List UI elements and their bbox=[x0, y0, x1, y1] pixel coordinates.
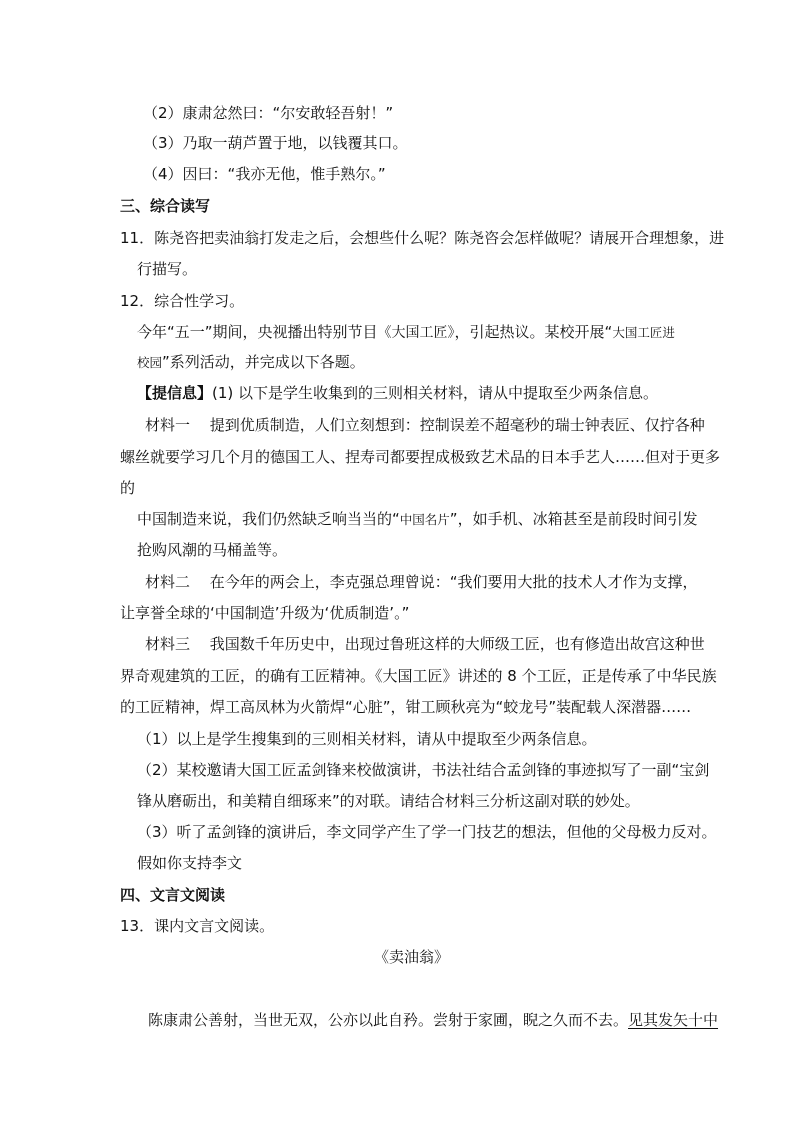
question-12-heading: 12．综合性学习。 bbox=[120, 292, 245, 310]
material-2-line-2: 让享誉全球的‘中国制造’升级为‘优质制造’。” bbox=[120, 604, 410, 622]
question-11-line-1: 11．陈尧咨把卖油翁打发走之后，会想些什么呢？陈尧咨会怎样做呢？请展开合理想象，进 bbox=[120, 229, 725, 247]
material-3-line-1: 材料三 我国数千年历史中，出现过鲁班这样的大师级工匠，也有修造出故宫这种世 bbox=[145, 635, 705, 653]
question-13-heading: 13．课内文言文阅读。 bbox=[120, 917, 275, 935]
q10-item-4: （4）因曰：“我亦无他，惟手熟尔。” bbox=[143, 165, 386, 183]
question-12-intro-line-1: 今年“五一”期间，央视播出特别节目《大国工匠》，引起热议。某校开展“大国工匠进 bbox=[137, 323, 675, 341]
material-1-line-2: 螺丝就要学习几个月的德国工人、捏寿司都要捏成极致艺术品的日本手艺人……但对于更多 bbox=[120, 448, 721, 466]
tixinxi-label: 【提信息】 bbox=[137, 384, 213, 402]
section-heading-3: 三、综合读写 bbox=[120, 197, 211, 215]
material-2-line-1: 材料二 在今年的两会上，李克强总理曾说：“我们要用大批的技术人才作为支撑， bbox=[145, 573, 698, 591]
sub-question-2-line-2: 锋从磨砺出，和美精自细琢来”的对联。请结合材料三分析这副对联的妙处。 bbox=[137, 792, 640, 810]
section-heading-4: 四、文言文阅读 bbox=[120, 886, 226, 904]
sub-question-3-line-2: 假如你支持李文 bbox=[137, 854, 243, 872]
underlined-phrase: 见其发矢十中 bbox=[628, 1011, 719, 1029]
sub-question-3-line-1: （3）听了孟剑锋的演讲后，李文同学产生了学一门技艺的想法，但他的父母极力反对。 bbox=[137, 823, 717, 841]
material-3-line-2: 界奇观建筑的工匠，的确有工匠精神。《大国工匠》讲述的 8 个工匠，正是传承了中华民族 bbox=[120, 667, 717, 685]
sub-question-1: （1）以上是学生搜集到的三则相关材料，请从中提取至少两条信息。 bbox=[137, 730, 597, 748]
sub-question-2-line-1: （2）某校邀请大国工匠孟剑锋来校做演讲，书法社结合孟剑锋的事迹拟写了一副“宝剑 bbox=[137, 761, 710, 779]
material-1-line-4: 中国制造来说，我们仍然缺乏响当当的“中国名片”，如手机、冰箱甚至是前段时间引发 bbox=[137, 510, 698, 528]
q10-item-3: （3）乃取一葫芦置于地，以钱覆其口。 bbox=[143, 134, 408, 152]
poem-title: 《卖油翁》 bbox=[374, 948, 450, 966]
tixinxi-line: 【提信息】(1) 以下是学生收集到的三则相关材料，请从中提取至少两条信息。 bbox=[137, 384, 659, 402]
material-1-line-5: 抢购风潮的马桶盖等。 bbox=[137, 541, 288, 559]
material-3-line-3: 的工匠精神，焊工高凤林为火箭焊“心脏”，钳工顾秋亮为“蛟龙号”装配载人深潜器…… bbox=[120, 698, 692, 716]
classical-text-line: 陈康肃公善射，当世无双，公亦以此自矜。尝射于家圃，睨之久而不去。见其发矢十中 bbox=[148, 1011, 719, 1029]
question-11-line-2: 行描写。 bbox=[137, 260, 198, 278]
question-12-intro-line-2: 校园”系列活动，并完成以下各题。 bbox=[137, 353, 365, 371]
q10-item-2: （2）康肃忿然曰：“尔安敢轻吾射！” bbox=[143, 104, 394, 122]
material-1-line-3: 的 bbox=[120, 479, 136, 497]
material-1-line-1: 材料一 提到优质制造，人们立刻想到：控制误差不超毫秒的瑞士钟表匠、仅拧各种 bbox=[145, 416, 705, 434]
